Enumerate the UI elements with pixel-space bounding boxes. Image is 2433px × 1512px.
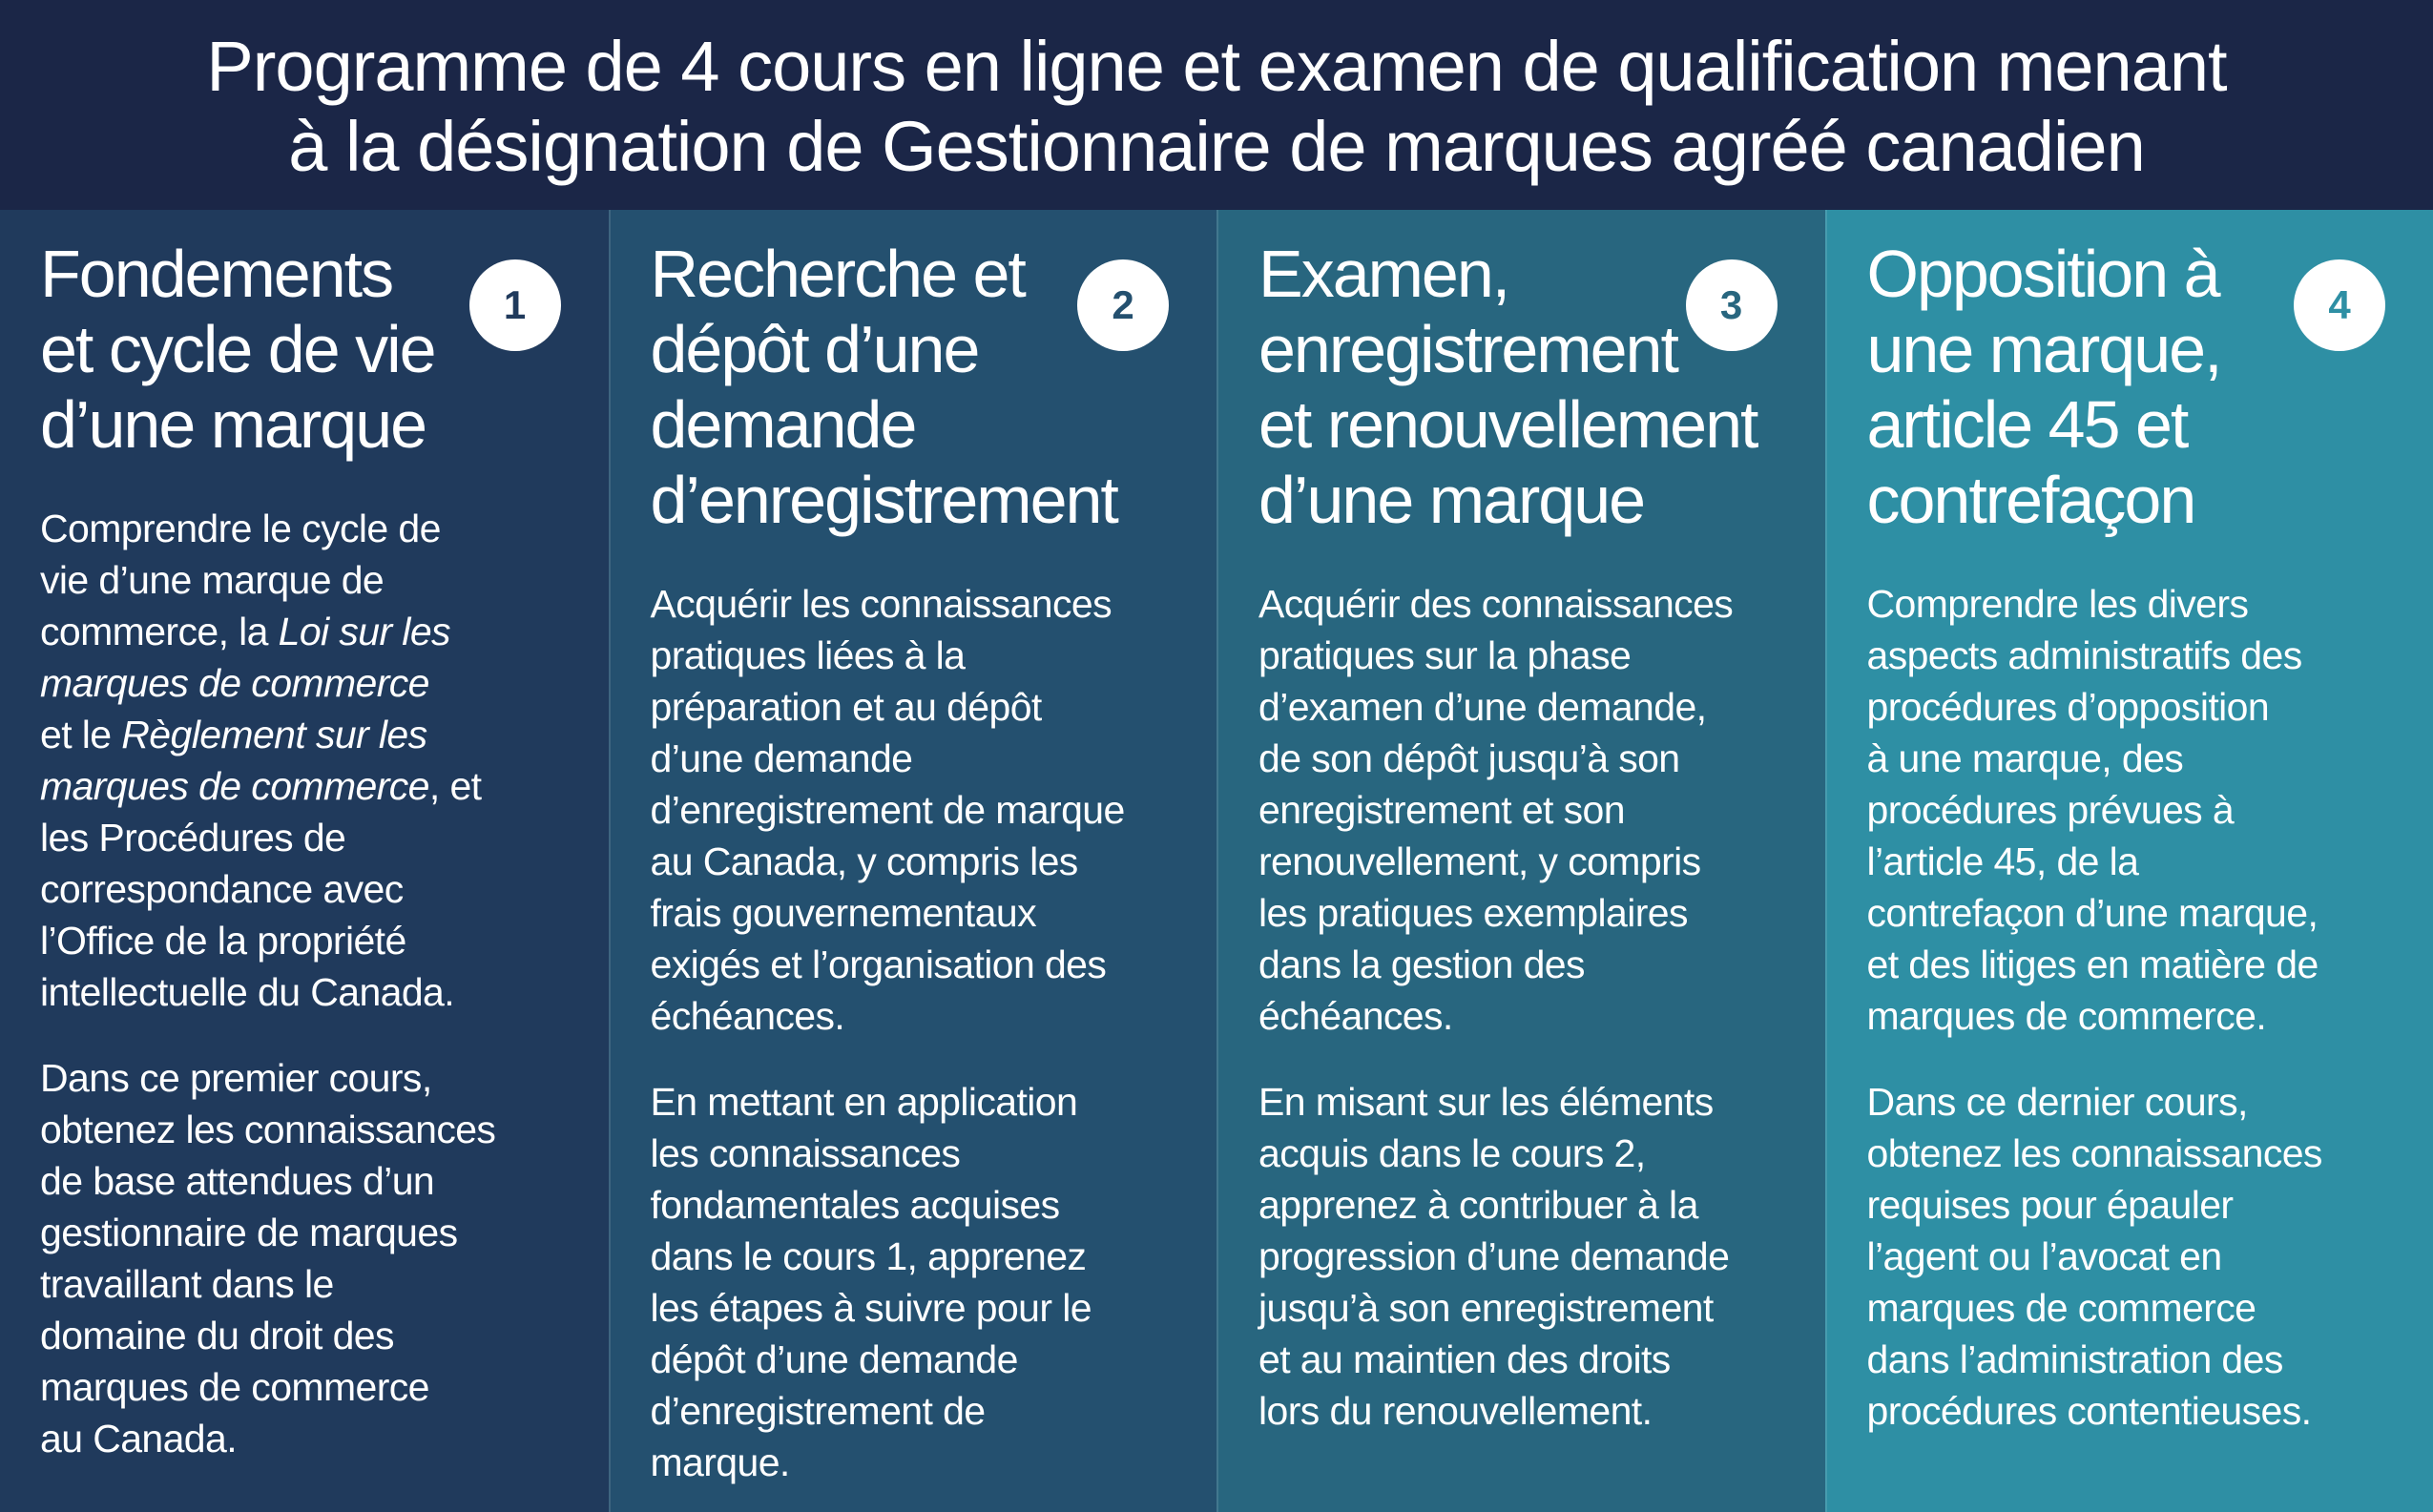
course-title-line: contrefaçon xyxy=(1866,463,2195,537)
summary-line: apprenez à contribuer à la xyxy=(1258,1183,1698,1227)
summary-line: jusqu’à son enregistrement xyxy=(1258,1286,1714,1330)
description-line xyxy=(40,606,580,657)
description-line: échéances. xyxy=(650,994,845,1038)
course-title-line: dépôt d’une xyxy=(650,312,979,386)
description-line: Acquérir les connaissances xyxy=(650,582,1112,626)
summary-line: domaine du droit des xyxy=(40,1314,394,1357)
course-title-line: Recherche et xyxy=(650,237,1025,311)
course-title-line: d’une marque xyxy=(1258,463,1645,537)
description-line: pratiques liées à la xyxy=(650,633,966,677)
description-line: correspondance avec xyxy=(40,867,404,911)
summary-line: d’enregistrement de xyxy=(650,1389,986,1433)
description-line: procédures d’opposition xyxy=(1866,685,2270,729)
summary-line: marque. xyxy=(650,1440,790,1484)
description-line: d’enregistrement de marque xyxy=(650,788,1125,832)
description-line: dans la gestion des xyxy=(1258,942,1585,986)
description-line: Comprendre le cycle de xyxy=(40,507,441,550)
summary-line: dépôt d’une demande xyxy=(650,1337,1018,1381)
summary-line: progression d’une demande xyxy=(1258,1234,1730,1278)
description-line: vie d’une marque de xyxy=(40,558,385,602)
description-line: l’Office de la propriété xyxy=(40,919,406,963)
summary-line: dans l’administration des xyxy=(1866,1337,2283,1381)
summary-line: obtenez les connaissances xyxy=(40,1108,496,1151)
course-columns xyxy=(0,210,2433,1512)
description-text: commerce, la xyxy=(40,610,279,653)
description-line: les Procédures de xyxy=(40,816,346,860)
description-line: au Canada, y compris les xyxy=(650,839,1078,883)
course-title-line: demande xyxy=(650,387,916,462)
summary-line: travaillant dans le xyxy=(40,1262,334,1306)
course-title-line: Fondements xyxy=(40,237,393,311)
description-line: Acquérir des connaissances xyxy=(1258,582,1734,626)
course-title-line: Examen, xyxy=(1258,237,1509,311)
summary-line: marques de commerce xyxy=(40,1365,429,1409)
description-line xyxy=(40,760,580,812)
course-summary xyxy=(1867,1076,2405,1437)
law-title-text: marques de commerce xyxy=(40,661,429,705)
course-title-line: et cycle de vie xyxy=(40,312,435,386)
description-text: et le xyxy=(40,713,122,756)
course-title-line: d’une marque xyxy=(40,387,426,462)
summary-line: En misant sur les éléments xyxy=(1258,1080,1714,1124)
course-summary xyxy=(1258,1076,1797,1437)
description-line: préparation et au dépôt xyxy=(650,685,1042,729)
course-title-line: une marque, xyxy=(1866,312,2221,386)
page-title-line-2: à la désignation de Gestionnaire de marques agréé canadien xyxy=(288,107,2145,186)
summary-line: dans le cours 1, apprenez xyxy=(650,1234,1087,1278)
description-line: exigés et l’organisation des xyxy=(650,942,1107,986)
course-description xyxy=(651,578,1189,1042)
description-line: les pratiques exemplaires xyxy=(1258,891,1688,935)
summary-line: les connaissances xyxy=(650,1131,961,1175)
law-title-text: Loi sur les xyxy=(278,610,450,653)
course-title-line: d’enregistrement xyxy=(650,463,1117,537)
summary-line: gestionnaire de marques xyxy=(40,1211,458,1254)
description-line: de son dépôt jusqu’à son xyxy=(1258,736,1680,780)
description-line: d’examen d’une demande, xyxy=(1258,685,1707,729)
course-summary xyxy=(40,1052,580,1464)
description-line: à une marque, des xyxy=(1866,736,2184,780)
summary-line: procédures contentieuses. xyxy=(1866,1389,2312,1433)
description-line: aspects administratifs des xyxy=(1866,633,2302,677)
description-line xyxy=(40,657,580,709)
course-column-1 xyxy=(0,210,609,1512)
description-line: échéances. xyxy=(1258,994,1453,1038)
summary-line: de base attendues d’un xyxy=(40,1159,435,1203)
summary-line: marques de commerce xyxy=(1866,1286,2256,1330)
summary-line: obtenez les connaissances xyxy=(1866,1131,2322,1175)
description-line: marques de commerce. xyxy=(1866,994,2267,1038)
course-title-line: et renouvellement xyxy=(1258,387,1757,462)
course-column-2 xyxy=(609,210,1217,1512)
page-header xyxy=(0,0,2433,210)
description-line: intellectuelle du Canada. xyxy=(40,970,455,1014)
description-line: contrefaçon d’une marque, xyxy=(1866,891,2319,935)
course-number-badge: 1 xyxy=(469,259,561,351)
course-description xyxy=(1258,578,1797,1042)
summary-line: acquis dans le cours 2, xyxy=(1258,1131,1646,1175)
summary-line: En mettant en application xyxy=(650,1080,1078,1124)
description-line: frais gouvernementaux xyxy=(650,891,1036,935)
regulation-title-text: Règlement sur les xyxy=(121,713,427,756)
description-line xyxy=(40,709,580,760)
description-line: l’article 45, de la xyxy=(1866,839,2139,883)
course-summary xyxy=(651,1076,1189,1488)
summary-line: lors du renouvellement. xyxy=(1258,1389,1653,1433)
description-line: Comprendre les divers xyxy=(1866,582,2249,626)
course-number-badge: 4 xyxy=(2294,259,2385,351)
description-text: , et xyxy=(428,764,482,808)
summary-line: requises pour épauler xyxy=(1866,1183,2234,1227)
course-title-line: enregistrement xyxy=(1258,312,1677,386)
summary-line: l’agent ou l’avocat en xyxy=(1866,1234,2222,1278)
description-line: renouvellement, y compris xyxy=(1258,839,1701,883)
description-line: pratiques sur la phase xyxy=(1258,633,1632,677)
course-title-line: Opposition à xyxy=(1866,237,2219,311)
course-description xyxy=(1867,578,2405,1042)
course-number-badge: 2 xyxy=(1077,259,1169,351)
course-description xyxy=(40,503,580,1018)
description-line: enregistrement et son xyxy=(1258,788,1625,832)
regulation-title-text: marques de commerce xyxy=(40,764,429,808)
course-column-4 xyxy=(1825,210,2433,1512)
summary-line: au Canada. xyxy=(40,1417,238,1460)
summary-line: les étapes à suivre pour le xyxy=(650,1286,1092,1330)
summary-line: Dans ce dernier cours, xyxy=(1866,1080,2248,1124)
page-title-line-1: Programme de 4 cours en ligne et examen de qualification menant xyxy=(206,27,2227,106)
course-title-line: article 45 et xyxy=(1866,387,2188,462)
summary-line: et au maintien des droits xyxy=(1258,1337,1671,1381)
summary-line: fondamentales acquises xyxy=(650,1183,1060,1227)
description-line: d’une demande xyxy=(650,736,913,780)
description-line: et des litiges en matière de xyxy=(1866,942,2319,986)
course-column-3 xyxy=(1216,210,1825,1512)
summary-line: Dans ce premier cours, xyxy=(40,1056,432,1100)
course-number-badge: 3 xyxy=(1686,259,1778,351)
description-line: procédures prévues à xyxy=(1866,788,2235,832)
